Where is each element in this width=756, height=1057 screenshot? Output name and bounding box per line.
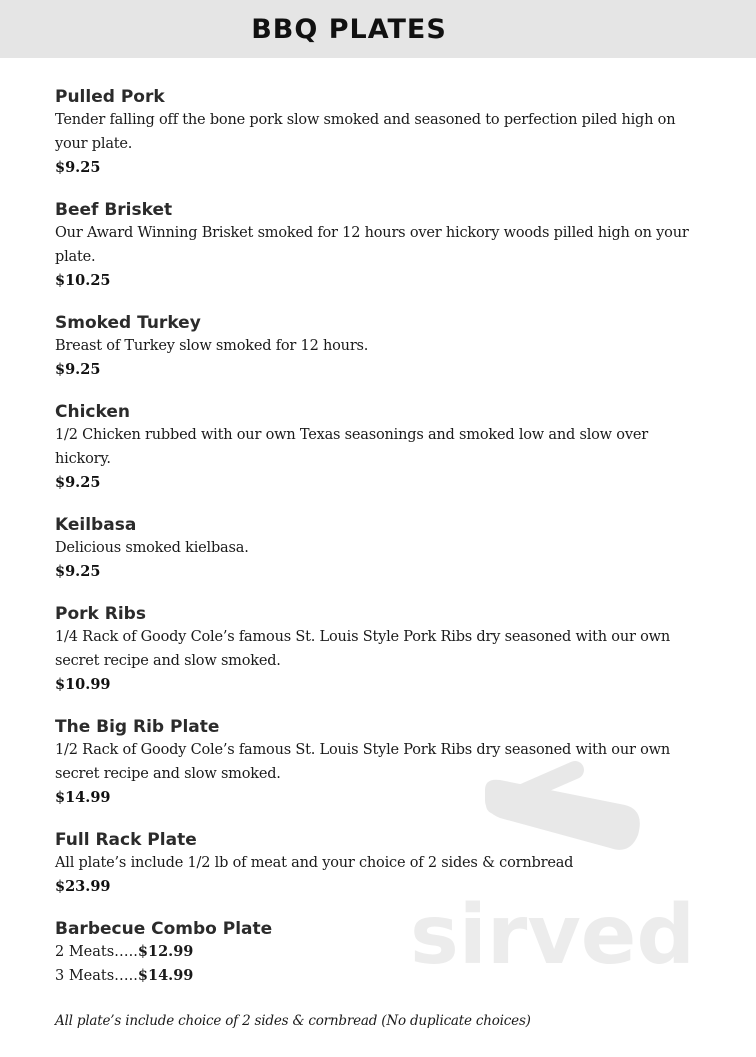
menu-item bbox=[55, 199, 695, 293]
item-description: Our Award Winning Brisket smoked for 12 hours over hickory woods pilled high on your plate. bbox=[55, 225, 689, 265]
combo-item bbox=[55, 918, 695, 988]
menu-item bbox=[55, 312, 695, 382]
item-description: Delicious smoked kielbasa. bbox=[55, 540, 249, 556]
item-price: $10.25 bbox=[55, 272, 111, 289]
page-title: BBQ PLATES bbox=[251, 14, 447, 45]
item-description: Tender falling off the bone pork slow smoked and seasoned to perfection piled high on your plate. bbox=[55, 112, 676, 152]
item-name: Barbecue Combo Plate bbox=[55, 919, 273, 939]
item-price: $9.25 bbox=[55, 361, 101, 378]
header-bar bbox=[0, 0, 756, 58]
item-price: $9.25 bbox=[55, 563, 101, 580]
menu-item bbox=[55, 716, 695, 810]
item-price: $10.99 bbox=[55, 676, 111, 693]
item-name: The Big Rib Plate bbox=[55, 717, 220, 737]
sirved-watermark: sirved bbox=[410, 888, 696, 983]
menu-item bbox=[55, 86, 695, 180]
footnote: All plate’s include choice of 2 sides & cornbread (No duplicate choices) bbox=[55, 1013, 531, 1029]
item-name: Beef Brisket bbox=[55, 200, 173, 220]
combo-option-label: 2 Meats….. bbox=[55, 944, 138, 960]
combo-option bbox=[55, 940, 695, 964]
item-price: $9.25 bbox=[55, 474, 101, 491]
menu-item bbox=[55, 514, 695, 584]
item-price: $14.99 bbox=[55, 789, 111, 806]
item-price: $23.99 bbox=[55, 878, 111, 895]
menu-list bbox=[55, 86, 695, 988]
combo-option-price: $14.99 bbox=[137, 967, 194, 984]
item-name: Smoked Turkey bbox=[55, 313, 201, 333]
item-name: Pulled Pork bbox=[55, 87, 165, 107]
item-price: $9.25 bbox=[55, 159, 101, 176]
item-name: Chicken bbox=[55, 402, 130, 422]
item-name: Full Rack Plate bbox=[55, 830, 197, 850]
menu-item bbox=[55, 603, 695, 697]
combo-option-label: 3 Meats….. bbox=[55, 968, 138, 984]
menu-item bbox=[55, 401, 695, 495]
combo-option-price: $12.99 bbox=[137, 943, 194, 960]
item-description: 1/4 Rack of Goody Cole’s famous St. Louis Style Pork Ribs dry seasoned with our own secret recipe and slow smoked. bbox=[55, 629, 670, 669]
menu-item bbox=[55, 829, 695, 899]
item-name: Pork Ribs bbox=[55, 604, 146, 624]
item-description: 1/2 Rack of Goody Cole’s famous St. Louis Style Pork Ribs dry seasoned with our own secret recipe and slow smoked. bbox=[55, 742, 670, 782]
item-description: All plate’s include 1/2 lb of meat and your choice of 2 sides & cornbread bbox=[55, 855, 574, 871]
item-description: 1/2 Chicken rubbed with our own Texas seasonings and smoked low and slow over hickory. bbox=[55, 427, 648, 467]
combo-option bbox=[55, 964, 695, 988]
item-description: Breast of Turkey slow smoked for 12 hours. bbox=[55, 338, 369, 354]
item-name: Keilbasa bbox=[55, 515, 137, 535]
